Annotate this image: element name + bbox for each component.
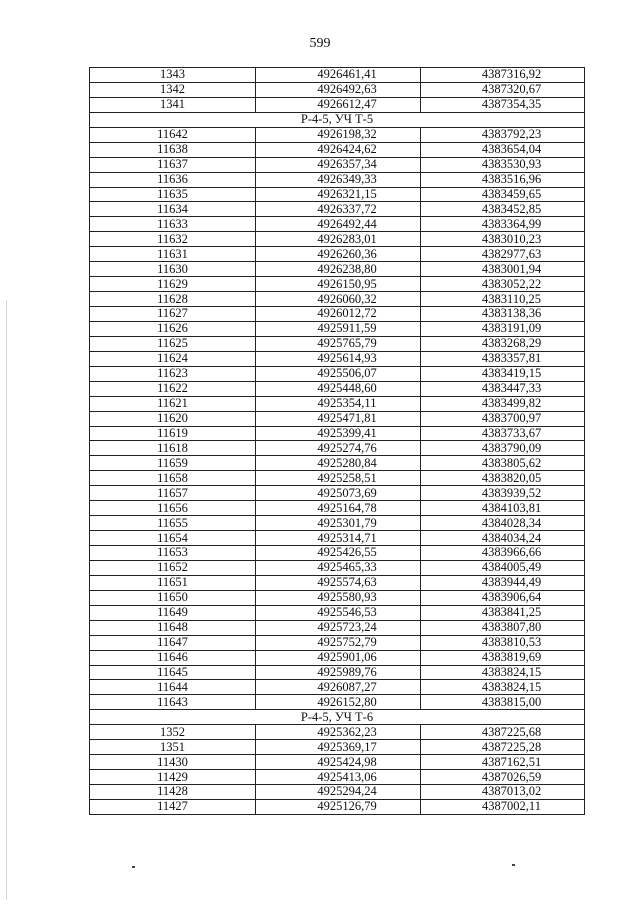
point-id-cell: 11659 xyxy=(90,456,256,471)
x-coordinate-cell: 4925546,53 xyxy=(256,605,421,620)
point-id-cell: 11644 xyxy=(90,680,256,695)
y-coordinate-cell: 4383459,65 xyxy=(421,187,585,202)
point-id-cell: 11642 xyxy=(90,127,256,142)
point-id-cell: 11621 xyxy=(90,396,256,411)
point-id-cell: 11653 xyxy=(90,546,256,561)
point-id-cell: 11637 xyxy=(90,157,256,172)
point-id-cell: 11427 xyxy=(90,799,256,814)
y-coordinate-cell: 4383820,05 xyxy=(421,471,585,486)
y-coordinate-cell: 4387225,68 xyxy=(421,725,585,740)
y-coordinate-cell: 4387225,28 xyxy=(421,740,585,755)
coordinates-table-body xyxy=(90,68,585,815)
x-coordinate-cell: 4925471,81 xyxy=(256,411,421,426)
point-id-cell: 1351 xyxy=(90,740,256,755)
x-coordinate-cell: 4925164,78 xyxy=(256,501,421,516)
table-row xyxy=(90,411,585,426)
y-coordinate-cell: 4387013,02 xyxy=(421,785,585,800)
x-coordinate-cell: 4925752,79 xyxy=(256,635,421,650)
x-coordinate-cell: 4926150,95 xyxy=(256,277,421,292)
point-id-cell: 11623 xyxy=(90,366,256,381)
y-coordinate-cell: 4387354,35 xyxy=(421,97,585,112)
x-coordinate-cell: 4925426,55 xyxy=(256,546,421,561)
table-row xyxy=(90,695,585,710)
y-coordinate-cell: 4383944,49 xyxy=(421,575,585,590)
point-id-cell: 1343 xyxy=(90,68,256,83)
table-row xyxy=(90,366,585,381)
table-row xyxy=(90,740,585,755)
x-coordinate-cell: 4925448,60 xyxy=(256,381,421,396)
x-coordinate-cell: 4926321,15 xyxy=(256,187,421,202)
x-coordinate-cell: 4926283,01 xyxy=(256,232,421,247)
point-id-cell: 11628 xyxy=(90,292,256,307)
x-coordinate-cell: 4926260,36 xyxy=(256,247,421,262)
table-row xyxy=(90,321,585,336)
y-coordinate-cell: 4383810,53 xyxy=(421,635,585,650)
table-row xyxy=(90,501,585,516)
y-coordinate-cell: 4387320,67 xyxy=(421,82,585,97)
point-id-cell: 1342 xyxy=(90,82,256,97)
y-coordinate-cell: 4383499,82 xyxy=(421,396,585,411)
table-row xyxy=(90,650,585,665)
y-coordinate-cell: 4384103,81 xyxy=(421,501,585,516)
point-id-cell: 11650 xyxy=(90,590,256,605)
table-row xyxy=(90,142,585,157)
table-row xyxy=(90,486,585,501)
point-id-cell: 11428 xyxy=(90,785,256,800)
table-row xyxy=(90,785,585,800)
y-coordinate-cell: 4383815,00 xyxy=(421,695,585,710)
point-id-cell: 11429 xyxy=(90,770,256,785)
y-coordinate-cell: 4383052,22 xyxy=(421,277,585,292)
table-row xyxy=(90,770,585,785)
y-coordinate-cell: 4384028,34 xyxy=(421,516,585,531)
section-row xyxy=(90,710,585,725)
y-coordinate-cell: 4383939,52 xyxy=(421,486,585,501)
table-row xyxy=(90,516,585,531)
x-coordinate-cell: 4926198,32 xyxy=(256,127,421,142)
y-coordinate-cell: 4383792,23 xyxy=(421,127,585,142)
scan-margin-line xyxy=(6,300,7,900)
table-row xyxy=(90,665,585,680)
table-row xyxy=(90,560,585,575)
x-coordinate-cell: 4925314,71 xyxy=(256,531,421,546)
point-id-cell: 11625 xyxy=(90,336,256,351)
point-id-cell: 11629 xyxy=(90,277,256,292)
table-row xyxy=(90,82,585,97)
table-row xyxy=(90,531,585,546)
x-coordinate-cell: 4926349,33 xyxy=(256,172,421,187)
y-coordinate-cell: 4387316,92 xyxy=(421,68,585,83)
x-coordinate-cell: 4925258,51 xyxy=(256,471,421,486)
y-coordinate-cell: 4387162,51 xyxy=(421,755,585,770)
section-row xyxy=(90,112,585,127)
y-coordinate-cell: 4383364,99 xyxy=(421,217,585,232)
point-id-cell: 11619 xyxy=(90,426,256,441)
y-coordinate-cell: 4383824,15 xyxy=(421,665,585,680)
y-coordinate-cell: 4384034,24 xyxy=(421,531,585,546)
point-id-cell: 11631 xyxy=(90,247,256,262)
point-id-cell: 11645 xyxy=(90,665,256,680)
table-row xyxy=(90,336,585,351)
x-coordinate-cell: 4926461,41 xyxy=(256,68,421,83)
y-coordinate-cell: 4383010,23 xyxy=(421,232,585,247)
table-row xyxy=(90,351,585,366)
table-row xyxy=(90,396,585,411)
table-row xyxy=(90,546,585,561)
y-coordinate-cell: 4383530,93 xyxy=(421,157,585,172)
point-id-cell: 11646 xyxy=(90,650,256,665)
table-row xyxy=(90,799,585,814)
point-id-cell: 11430 xyxy=(90,755,256,770)
y-coordinate-cell: 4383654,04 xyxy=(421,142,585,157)
point-id-cell: 1352 xyxy=(90,725,256,740)
section-label: Р-4-5, УЧ Т-5 xyxy=(90,112,585,127)
x-coordinate-cell: 4925989,76 xyxy=(256,665,421,680)
table-row xyxy=(90,605,585,620)
y-coordinate-cell: 4383452,85 xyxy=(421,202,585,217)
y-coordinate-cell: 4383191,09 xyxy=(421,321,585,336)
y-coordinate-cell: 4383419,15 xyxy=(421,366,585,381)
table-row xyxy=(90,620,585,635)
y-coordinate-cell: 4382977,63 xyxy=(421,247,585,262)
table-row xyxy=(90,590,585,605)
x-coordinate-cell: 4925399,41 xyxy=(256,426,421,441)
table-row xyxy=(90,127,585,142)
y-coordinate-cell: 4383001,94 xyxy=(421,262,585,277)
table-row xyxy=(90,575,585,590)
y-coordinate-cell: 4383357,81 xyxy=(421,351,585,366)
x-coordinate-cell: 4926337,72 xyxy=(256,202,421,217)
table-row xyxy=(90,97,585,112)
point-id-cell: 11620 xyxy=(90,411,256,426)
point-id-cell: 11634 xyxy=(90,202,256,217)
x-coordinate-cell: 4926492,63 xyxy=(256,82,421,97)
table-row xyxy=(90,441,585,456)
x-coordinate-cell: 4925901,06 xyxy=(256,650,421,665)
table-row xyxy=(90,307,585,322)
point-id-cell: 11651 xyxy=(90,575,256,590)
point-id-cell: 11633 xyxy=(90,217,256,232)
x-coordinate-cell: 4925424,98 xyxy=(256,755,421,770)
point-id-cell: 11654 xyxy=(90,531,256,546)
y-coordinate-cell: 4383516,96 xyxy=(421,172,585,187)
point-id-cell: 1341 xyxy=(90,97,256,112)
table-row xyxy=(90,277,585,292)
x-coordinate-cell: 4925354,11 xyxy=(256,396,421,411)
table-row xyxy=(90,202,585,217)
point-id-cell: 11656 xyxy=(90,501,256,516)
table-row xyxy=(90,456,585,471)
point-id-cell: 11649 xyxy=(90,605,256,620)
table-row xyxy=(90,381,585,396)
point-id-cell: 11647 xyxy=(90,635,256,650)
y-coordinate-cell: 4383906,64 xyxy=(421,590,585,605)
y-coordinate-cell: 4383268,29 xyxy=(421,336,585,351)
point-id-cell: 11627 xyxy=(90,307,256,322)
point-id-cell: 11643 xyxy=(90,695,256,710)
point-id-cell: 11626 xyxy=(90,321,256,336)
point-id-cell: 11657 xyxy=(90,486,256,501)
point-id-cell: 11630 xyxy=(90,262,256,277)
x-coordinate-cell: 4925294,24 xyxy=(256,785,421,800)
x-coordinate-cell: 4925301,79 xyxy=(256,516,421,531)
page-number: 599 xyxy=(309,36,331,51)
x-coordinate-cell: 4926612,47 xyxy=(256,97,421,112)
y-coordinate-cell: 4383447,33 xyxy=(421,381,585,396)
y-coordinate-cell: 4383805,62 xyxy=(421,456,585,471)
table-row xyxy=(90,187,585,202)
point-id-cell: 11655 xyxy=(90,516,256,531)
table-row xyxy=(90,755,585,770)
y-coordinate-cell: 4383110,25 xyxy=(421,292,585,307)
x-coordinate-cell: 4926060,32 xyxy=(256,292,421,307)
x-coordinate-cell: 4926012,72 xyxy=(256,307,421,322)
x-coordinate-cell: 4926238,80 xyxy=(256,262,421,277)
section-label: Р-4-5, УЧ Т-6 xyxy=(90,710,585,725)
y-coordinate-cell: 4383138,36 xyxy=(421,307,585,322)
table-row xyxy=(90,262,585,277)
y-coordinate-cell: 4383733,67 xyxy=(421,426,585,441)
point-id-cell: 11624 xyxy=(90,351,256,366)
x-coordinate-cell: 4925765,79 xyxy=(256,336,421,351)
point-id-cell: 11618 xyxy=(90,441,256,456)
x-coordinate-cell: 4925362,23 xyxy=(256,725,421,740)
x-coordinate-cell: 4925580,93 xyxy=(256,590,421,605)
table-row xyxy=(90,426,585,441)
point-id-cell: 11638 xyxy=(90,142,256,157)
x-coordinate-cell: 4925506,07 xyxy=(256,366,421,381)
y-coordinate-cell: 4383790,09 xyxy=(421,441,585,456)
x-coordinate-cell: 4926087,27 xyxy=(256,680,421,695)
x-coordinate-cell: 4925274,76 xyxy=(256,441,421,456)
table-row xyxy=(90,247,585,262)
y-coordinate-cell: 4387026,59 xyxy=(421,770,585,785)
table-row xyxy=(90,680,585,695)
x-coordinate-cell: 4926152,80 xyxy=(256,695,421,710)
y-coordinate-cell: 4383807,80 xyxy=(421,620,585,635)
table-row xyxy=(90,635,585,650)
x-coordinate-cell: 4925280,84 xyxy=(256,456,421,471)
point-id-cell: 11648 xyxy=(90,620,256,635)
table-row xyxy=(90,172,585,187)
scan-speck xyxy=(512,864,515,866)
x-coordinate-cell: 4925574,63 xyxy=(256,575,421,590)
x-coordinate-cell: 4925614,93 xyxy=(256,351,421,366)
table-row xyxy=(90,292,585,307)
y-coordinate-cell: 4383700,97 xyxy=(421,411,585,426)
x-coordinate-cell: 4925073,69 xyxy=(256,486,421,501)
x-coordinate-cell: 4925723,24 xyxy=(256,620,421,635)
x-coordinate-cell: 4925911,59 xyxy=(256,321,421,336)
point-id-cell: 11622 xyxy=(90,381,256,396)
x-coordinate-cell: 4925413,06 xyxy=(256,770,421,785)
table-row xyxy=(90,725,585,740)
coordinates-table xyxy=(89,67,585,815)
y-coordinate-cell: 4383841,25 xyxy=(421,605,585,620)
x-coordinate-cell: 4925465,33 xyxy=(256,560,421,575)
point-id-cell: 11652 xyxy=(90,560,256,575)
x-coordinate-cell: 4926492,44 xyxy=(256,217,421,232)
y-coordinate-cell: 4383824,15 xyxy=(421,680,585,695)
x-coordinate-cell: 4925369,17 xyxy=(256,740,421,755)
table-row xyxy=(90,232,585,247)
x-coordinate-cell: 4926357,34 xyxy=(256,157,421,172)
y-coordinate-cell: 4383819,69 xyxy=(421,650,585,665)
table-row xyxy=(90,471,585,486)
y-coordinate-cell: 4383966,66 xyxy=(421,546,585,561)
x-coordinate-cell: 4926424,62 xyxy=(256,142,421,157)
point-id-cell: 11658 xyxy=(90,471,256,486)
table-row xyxy=(90,157,585,172)
y-coordinate-cell: 4384005,49 xyxy=(421,560,585,575)
x-coordinate-cell: 4925126,79 xyxy=(256,799,421,814)
point-id-cell: 11635 xyxy=(90,187,256,202)
point-id-cell: 11632 xyxy=(90,232,256,247)
table-row xyxy=(90,68,585,83)
table-row xyxy=(90,217,585,232)
scan-speck xyxy=(132,866,135,868)
point-id-cell: 11636 xyxy=(90,172,256,187)
y-coordinate-cell: 4387002,11 xyxy=(421,799,585,814)
